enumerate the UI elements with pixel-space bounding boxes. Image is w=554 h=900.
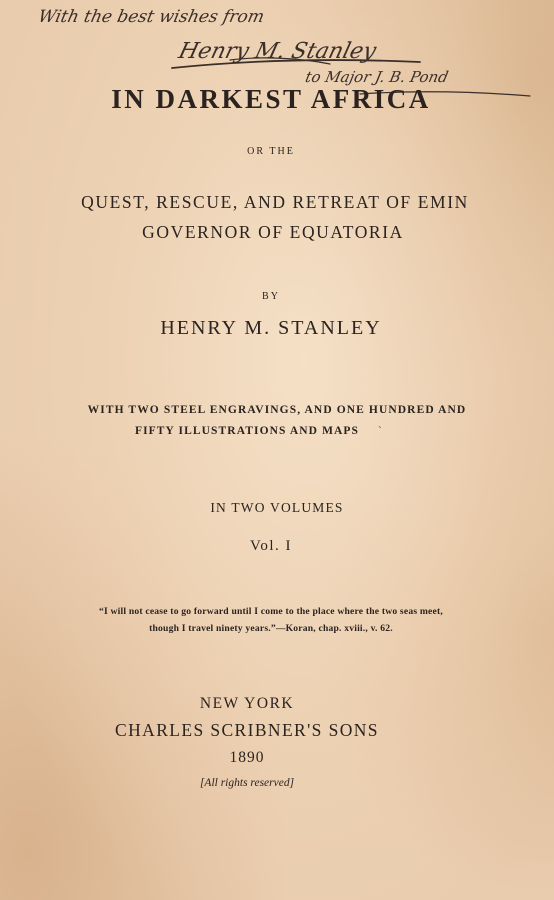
inscription-line-2: to Major J. B. Pond: [303, 68, 450, 86]
subtitle-line-2: GOVERNOR OF EQUATORIA: [142, 222, 404, 242]
epigraph-line-1: “I will not cease to go forward until I come to the place where the two seas meet,: [99, 606, 443, 617]
volumes-note: IN TWO VOLUMES: [210, 500, 344, 515]
imprint-city: NEW YORK: [199, 695, 295, 712]
imprint-publisher: CHARLES SCRIBNER'S SONS: [115, 720, 379, 740]
epigraph-line-2: though I travel ninety years.”—Koran, chap. xviii., v. 62.: [149, 623, 393, 634]
by-label: BY: [262, 291, 280, 302]
author-name: HENRY M. STANLEY: [160, 317, 382, 339]
or-the-label: OR THE: [247, 146, 295, 157]
subtitle-line-1: QUEST, RESCUE, AND RETREAT OF EMIN: [81, 192, 469, 212]
rights-notice: [All rights reserved]: [199, 777, 295, 789]
book-title: IN DARKEST AFRICA: [111, 84, 431, 114]
illustrations-line-1: WITH TWO STEEL ENGRAVINGS, AND ONE HUNDRED AND: [87, 404, 467, 416]
inscription-signature: Henry M. Stanley: [176, 38, 379, 64]
volume-number: Vol. I: [249, 538, 293, 554]
imprint-year: 1890: [229, 749, 265, 766]
stray-mark: `: [378, 425, 382, 437]
illustrations-line-2: FIFTY ILLUSTRATIONS AND MAPS: [134, 425, 360, 437]
inscription-line-1: With the best wishes from: [36, 7, 267, 27]
